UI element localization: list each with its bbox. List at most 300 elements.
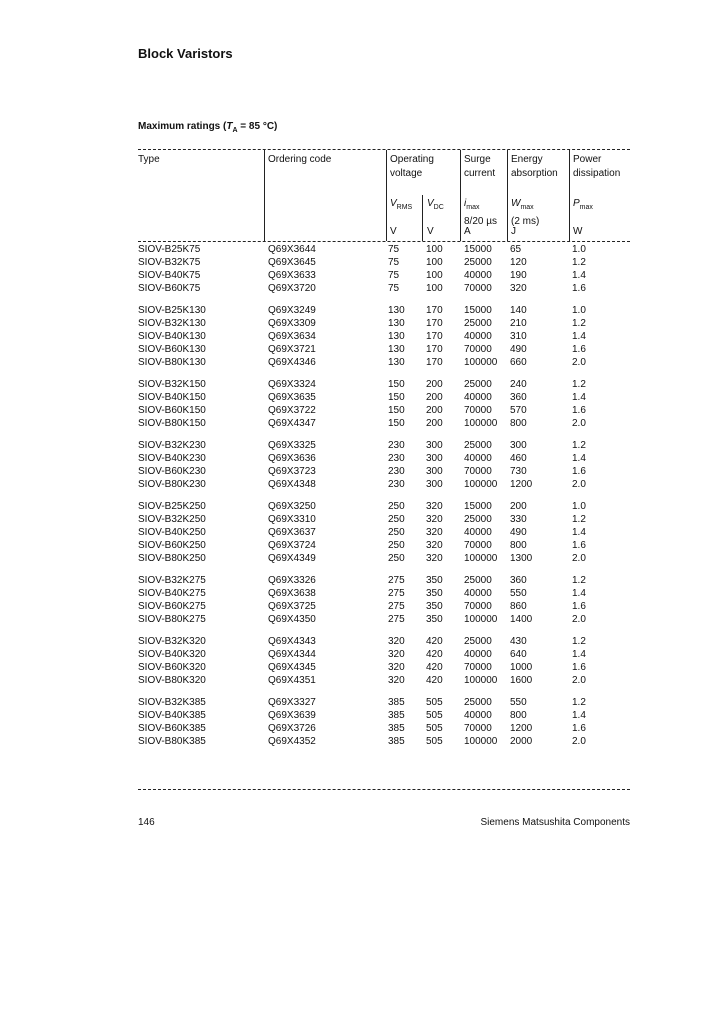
wmax-cell: 1000	[510, 662, 533, 673]
imax-cell: 25000	[464, 575, 492, 586]
imax-cell: 70000	[464, 601, 492, 612]
unit-imax: A	[464, 226, 471, 237]
table-row	[138, 343, 630, 356]
table-row	[138, 674, 630, 687]
pmax-cell: 2.0	[572, 479, 586, 490]
ordering-code-cell: Q69X3324	[268, 379, 316, 390]
table-row	[138, 661, 630, 674]
type-cell: SIOV-B60K230	[138, 466, 206, 477]
ordering-code-cell: Q69X4344	[268, 649, 316, 660]
ordering-code-cell: Q69X4351	[268, 675, 316, 686]
page-title: Block Varistors	[138, 46, 233, 61]
header-divider	[569, 150, 570, 241]
unit-vdc: V	[427, 226, 434, 237]
imax-cell: 40000	[464, 649, 492, 660]
type-cell: SIOV-B32K130	[138, 318, 206, 329]
header-bottom-rule	[138, 241, 630, 242]
group-spacer-cell	[138, 295, 630, 304]
pmax-cell: 1.6	[572, 601, 586, 612]
wmax-cell: 730	[510, 466, 527, 477]
table-row	[138, 552, 630, 565]
table-row	[138, 439, 630, 452]
vdc-cell: 100	[426, 283, 443, 294]
vdc-cell: 320	[426, 527, 443, 538]
wmax-cell: 1300	[510, 553, 533, 564]
table-row	[138, 600, 630, 613]
type-cell: SIOV-B80K250	[138, 553, 206, 564]
vrms-cell: 250	[388, 553, 405, 564]
vrms-cell: 150	[388, 392, 405, 403]
imax-cell: 100000	[464, 479, 498, 490]
header-divider	[422, 195, 423, 241]
vrms-cell: 130	[388, 344, 405, 355]
pmax-cell: 1.4	[572, 392, 586, 403]
ordering-code-cell: Q69X3309	[268, 318, 316, 329]
type-cell: SIOV-B32K385	[138, 697, 206, 708]
table-row	[138, 452, 630, 465]
table-bottom-rule	[138, 789, 630, 790]
header-top-rule	[138, 149, 630, 150]
table-row	[138, 635, 630, 648]
vdc-cell: 200	[426, 392, 443, 403]
ordering-code-cell: Q69X4347	[268, 418, 316, 429]
vdc-cell: 300	[426, 453, 443, 464]
vrms-cell: 320	[388, 636, 405, 647]
vdc-cell: 170	[426, 305, 443, 316]
pmax-cell: 1.0	[572, 501, 586, 512]
pmax-cell: 1.6	[572, 405, 586, 416]
ordering-code-cell: Q69X3725	[268, 601, 316, 612]
page-number: 146	[138, 817, 155, 828]
header-operating: Operating	[390, 154, 434, 165]
wmax-cell: 550	[510, 588, 527, 599]
pmax-sub: max	[579, 204, 593, 211]
vrms-cell: 320	[388, 675, 405, 686]
type-cell: SIOV-B60K320	[138, 662, 206, 673]
header-current: current	[464, 168, 496, 179]
vrms-cell: 75	[388, 270, 400, 281]
pmax-cell: 1.2	[572, 514, 586, 525]
vdc-symbol: V	[427, 198, 434, 209]
pmax-cell: 1.6	[572, 662, 586, 673]
vdc-cell: 420	[426, 636, 443, 647]
vdc-cell: 320	[426, 501, 443, 512]
header-vdc	[427, 197, 444, 215]
ordering-code-cell: Q69X4346	[268, 357, 316, 368]
header-ordering-code: Ordering code	[268, 154, 332, 165]
vrms-cell: 130	[388, 357, 405, 368]
imax-cell: 40000	[464, 453, 492, 464]
type-cell: SIOV-B40K320	[138, 649, 206, 660]
group-spacer	[138, 369, 630, 378]
vdc-cell: 420	[426, 675, 443, 686]
ordering-code-cell: Q69X3634	[268, 331, 316, 342]
pmax-cell: 1.6	[572, 723, 586, 734]
pmax-cell: 1.4	[572, 649, 586, 660]
pmax-cell: 1.2	[572, 257, 586, 268]
type-cell: SIOV-B60K275	[138, 601, 206, 612]
wmax-cell: 200	[510, 501, 527, 512]
vrms-cell: 385	[388, 736, 405, 747]
vrms-cell: 150	[388, 418, 405, 429]
vrms-cell: 75	[388, 257, 400, 268]
wmax-cell: 1200	[510, 479, 533, 490]
wmax-cell: 1200	[510, 723, 533, 734]
vrms-cell: 320	[388, 649, 405, 660]
imax-cell: 70000	[464, 344, 492, 355]
vrms-cell: 320	[388, 662, 405, 673]
wmax-cell: 430	[510, 636, 527, 647]
ordering-code-cell: Q69X4348	[268, 479, 316, 490]
pmax-cell: 1.2	[572, 697, 586, 708]
ratings-caption	[138, 121, 277, 134]
type-cell: SIOV-B25K75	[138, 244, 201, 255]
ordering-code-cell: Q69X3721	[268, 344, 316, 355]
wmax-cell: 490	[510, 527, 527, 538]
imax-symbol: i	[464, 198, 467, 209]
vdc-cell: 100	[426, 257, 443, 268]
vdc-cell: 350	[426, 614, 443, 625]
imax-cell: 40000	[464, 331, 492, 342]
imax-sub: max	[466, 204, 480, 211]
header-divider	[386, 150, 387, 241]
imax-cell: 70000	[464, 466, 492, 477]
vrms-cell: 130	[388, 305, 405, 316]
vrms-cell: 75	[388, 244, 400, 255]
imax-cell: 40000	[464, 527, 492, 538]
pmax-cell: 1.2	[572, 318, 586, 329]
table-row	[138, 256, 630, 269]
ordering-code-cell: Q69X4349	[268, 553, 316, 564]
imax-cell: 70000	[464, 723, 492, 734]
table-row	[138, 330, 630, 343]
imax-cell: 25000	[464, 257, 492, 268]
table-row	[138, 648, 630, 661]
wmax-cell: 640	[510, 649, 527, 660]
ordering-code-cell: Q69X3633	[268, 270, 316, 281]
pmax-cell: 2.0	[572, 418, 586, 429]
vdc-cell: 505	[426, 710, 443, 721]
wmax-cell: 460	[510, 453, 527, 464]
ratings-sub: A	[232, 127, 238, 134]
ordering-code-cell: Q69X3326	[268, 575, 316, 586]
type-cell: SIOV-B32K250	[138, 514, 206, 525]
type-cell: SIOV-B25K130	[138, 305, 206, 316]
wmax-cell: 490	[510, 344, 527, 355]
vrms-cell: 385	[388, 710, 405, 721]
wmax-pulse: (2 ms)	[511, 216, 540, 227]
group-spacer-cell	[138, 430, 630, 439]
pmax-cell: 1.2	[572, 575, 586, 586]
header-divider	[264, 150, 265, 241]
ratings-label: Maximum ratings (	[138, 121, 227, 132]
pmax-cell: 2.0	[572, 675, 586, 686]
imax-cell: 15000	[464, 305, 492, 316]
wmax-sub: max	[520, 204, 534, 211]
header-divider	[507, 150, 508, 241]
vdc-cell: 200	[426, 379, 443, 390]
ordering-code-cell: Q69X4345	[268, 662, 316, 673]
ordering-code-cell: Q69X3637	[268, 527, 316, 538]
header-divider	[460, 150, 461, 241]
unit-vrms: V	[390, 226, 397, 237]
ordering-code-cell: Q69X3724	[268, 540, 316, 551]
wmax-cell: 300	[510, 440, 527, 451]
vrms-cell: 250	[388, 527, 405, 538]
wmax-cell: 800	[510, 418, 527, 429]
vdc-cell: 170	[426, 357, 443, 368]
imax-cell: 40000	[464, 588, 492, 599]
ordering-code-cell: Q69X3310	[268, 514, 316, 525]
pmax-cell: 1.0	[572, 244, 586, 255]
type-cell: SIOV-B40K385	[138, 710, 206, 721]
vdc-cell: 170	[426, 318, 443, 329]
pmax-cell: 2.0	[572, 553, 586, 564]
wmax-cell: 660	[510, 357, 527, 368]
vrms-cell: 150	[388, 379, 405, 390]
type-cell: SIOV-B25K250	[138, 501, 206, 512]
vdc-cell: 420	[426, 662, 443, 673]
vdc-cell: 350	[426, 601, 443, 612]
imax-cell: 100000	[464, 614, 498, 625]
group-spacer	[138, 491, 630, 500]
wmax-cell: 190	[510, 270, 527, 281]
imax-cell: 40000	[464, 392, 492, 403]
type-cell: SIOV-B60K250	[138, 540, 206, 551]
imax-pulse: 8/20 µs	[464, 216, 498, 227]
ordering-code-cell: Q69X3644	[268, 244, 316, 255]
ordering-code-cell: Q69X4350	[268, 614, 316, 625]
table-row	[138, 356, 630, 369]
vrms-cell: 130	[388, 331, 405, 342]
ordering-code-cell: Q69X3720	[268, 283, 316, 294]
group-spacer	[138, 626, 630, 635]
imax-cell: 15000	[464, 501, 492, 512]
header-vrms	[390, 197, 412, 215]
pmax-cell: 1.4	[572, 331, 586, 342]
type-cell: SIOV-B60K75	[138, 283, 201, 294]
vrms-cell: 250	[388, 540, 405, 551]
header-type: Type	[138, 154, 160, 165]
header-power: Power	[573, 154, 602, 165]
pmax-cell: 1.6	[572, 540, 586, 551]
table-row	[138, 735, 630, 748]
header-voltage: voltage	[390, 168, 423, 179]
vrms-cell: 250	[388, 514, 405, 525]
ordering-code-cell: Q69X3250	[268, 501, 316, 512]
header-absorption: absorption	[511, 168, 558, 179]
vdc-cell: 320	[426, 540, 443, 551]
pmax-cell: 1.6	[572, 344, 586, 355]
header-power-dissipation	[573, 153, 620, 181]
ordering-code-cell: Q69X3723	[268, 466, 316, 477]
table-row	[138, 526, 630, 539]
type-cell: SIOV-B80K385	[138, 736, 206, 747]
pmax-cell: 1.6	[572, 283, 586, 294]
table-row	[138, 709, 630, 722]
vdc-cell: 320	[426, 514, 443, 525]
vdc-cell: 505	[426, 736, 443, 747]
wmax-cell: 1600	[510, 675, 533, 686]
header-surge-current	[464, 153, 495, 181]
vdc-cell: 505	[426, 723, 443, 734]
ordering-code-cell: Q69X3645	[268, 257, 316, 268]
vdc-cell: 170	[426, 331, 443, 342]
type-cell: SIOV-B60K130	[138, 344, 206, 355]
vrms-cell: 385	[388, 723, 405, 734]
publisher: Siemens Matsushita Components	[480, 817, 630, 828]
ratings-symbol: T	[226, 121, 233, 132]
imax-cell: 40000	[464, 270, 492, 281]
vrms-cell: 275	[388, 588, 405, 599]
vrms-cell: 230	[388, 479, 405, 490]
vrms-cell: 230	[388, 466, 405, 477]
table-row	[138, 391, 630, 404]
imax-cell: 40000	[464, 710, 492, 721]
pmax-cell: 1.2	[572, 636, 586, 647]
type-cell: SIOV-B40K130	[138, 331, 206, 342]
wmax-cell: 800	[510, 710, 527, 721]
type-cell: SIOV-B80K130	[138, 357, 206, 368]
vdc-cell: 350	[426, 588, 443, 599]
table-row	[138, 317, 630, 330]
pmax-cell: 1.4	[572, 527, 586, 538]
wmax-cell: 120	[510, 257, 527, 268]
type-cell: SIOV-B40K250	[138, 527, 206, 538]
imax-cell: 100000	[464, 418, 498, 429]
group-spacer	[138, 687, 630, 696]
wmax-cell: 240	[510, 379, 527, 390]
vdc-cell: 420	[426, 649, 443, 660]
vdc-cell: 300	[426, 466, 443, 477]
imax-cell: 15000	[464, 244, 492, 255]
wmax-cell: 860	[510, 601, 527, 612]
table-row	[138, 465, 630, 478]
vdc-cell: 200	[426, 418, 443, 429]
ordering-code-cell: Q69X4343	[268, 636, 316, 647]
vdc-cell: 350	[426, 575, 443, 586]
imax-cell: 100000	[464, 675, 498, 686]
vdc-cell: 505	[426, 697, 443, 708]
type-cell: SIOV-B80K230	[138, 479, 206, 490]
vrms-cell: 130	[388, 318, 405, 329]
vrms-cell: 230	[388, 453, 405, 464]
type-cell: SIOV-B32K230	[138, 440, 206, 451]
imax-cell: 25000	[464, 379, 492, 390]
vdc-sub: DC	[433, 204, 444, 211]
header-pmax	[573, 197, 593, 215]
wmax-cell: 360	[510, 392, 527, 403]
group-spacer-cell	[138, 369, 630, 378]
group-spacer	[138, 295, 630, 304]
vrms-sub: RMS	[396, 204, 413, 211]
pmax-cell: 2.0	[572, 614, 586, 625]
type-cell: SIOV-B32K275	[138, 575, 206, 586]
pmax-cell: 1.2	[572, 379, 586, 390]
imax-cell: 70000	[464, 283, 492, 294]
vrms-cell: 275	[388, 575, 405, 586]
ordering-code-cell: Q69X3722	[268, 405, 316, 416]
vdc-cell: 300	[426, 479, 443, 490]
group-spacer-cell	[138, 626, 630, 635]
pmax-cell: 1.4	[572, 270, 586, 281]
table-row	[138, 500, 630, 513]
vrms-cell: 150	[388, 405, 405, 416]
table-row	[138, 574, 630, 587]
vrms-cell: 230	[388, 440, 405, 451]
type-cell: SIOV-B40K150	[138, 392, 206, 403]
ordering-code-cell: Q69X4352	[268, 736, 316, 747]
unit-wmax: J	[511, 226, 516, 237]
table-row	[138, 539, 630, 552]
wmax-symbol: W	[511, 198, 521, 209]
vdc-cell: 100	[426, 244, 443, 255]
header-dissipation: dissipation	[573, 168, 621, 179]
type-cell: SIOV-B32K150	[138, 379, 206, 390]
ordering-code-cell: Q69X3635	[268, 392, 316, 403]
ordering-code-cell: Q69X3249	[268, 305, 316, 316]
table-row	[138, 269, 630, 282]
group-spacer-cell	[138, 565, 630, 574]
wmax-cell: 210	[510, 318, 527, 329]
header-surge: Surge	[464, 154, 491, 165]
wmax-cell: 550	[510, 697, 527, 708]
pmax-cell: 2.0	[572, 736, 586, 747]
table-row	[138, 404, 630, 417]
table-row	[138, 696, 630, 709]
type-cell: SIOV-B60K385	[138, 723, 206, 734]
ordering-code-cell: Q69X3639	[268, 710, 316, 721]
wmax-cell: 140	[510, 305, 527, 316]
vrms-cell: 250	[388, 501, 405, 512]
pmax-cell: 1.0	[572, 305, 586, 316]
vdc-cell: 170	[426, 344, 443, 355]
pmax-symbol: P	[573, 198, 580, 209]
imax-cell: 100000	[464, 357, 498, 368]
type-cell: SIOV-B32K75	[138, 257, 201, 268]
table-row	[138, 722, 630, 735]
header-energy-absorption	[511, 153, 558, 181]
type-cell: SIOV-B80K320	[138, 675, 206, 686]
table-row	[138, 304, 630, 317]
imax-cell: 100000	[464, 736, 498, 747]
imax-cell: 70000	[464, 405, 492, 416]
imax-cell: 25000	[464, 440, 492, 451]
group-spacer	[138, 430, 630, 439]
wmax-cell: 2000	[510, 736, 533, 747]
ordering-code-cell: Q69X3325	[268, 440, 316, 451]
pmax-cell: 1.4	[572, 453, 586, 464]
pmax-cell: 2.0	[572, 357, 586, 368]
table-row	[138, 282, 630, 295]
ordering-code-cell: Q69X3636	[268, 453, 316, 464]
wmax-cell: 330	[510, 514, 527, 525]
vrms-cell: 385	[388, 697, 405, 708]
group-spacer-cell	[138, 491, 630, 500]
vrms-cell: 75	[388, 283, 400, 294]
table-row	[138, 417, 630, 430]
pmax-cell: 1.2	[572, 440, 586, 451]
group-spacer	[138, 565, 630, 574]
header-energy: Energy	[511, 154, 543, 165]
imax-cell: 100000	[464, 553, 498, 564]
ordering-code-cell: Q69X3638	[268, 588, 316, 599]
table-row	[138, 513, 630, 526]
vrms-cell: 275	[388, 601, 405, 612]
table-row	[138, 613, 630, 626]
wmax-cell: 320	[510, 283, 527, 294]
ratings-rest: = 85 °C)	[237, 121, 278, 132]
